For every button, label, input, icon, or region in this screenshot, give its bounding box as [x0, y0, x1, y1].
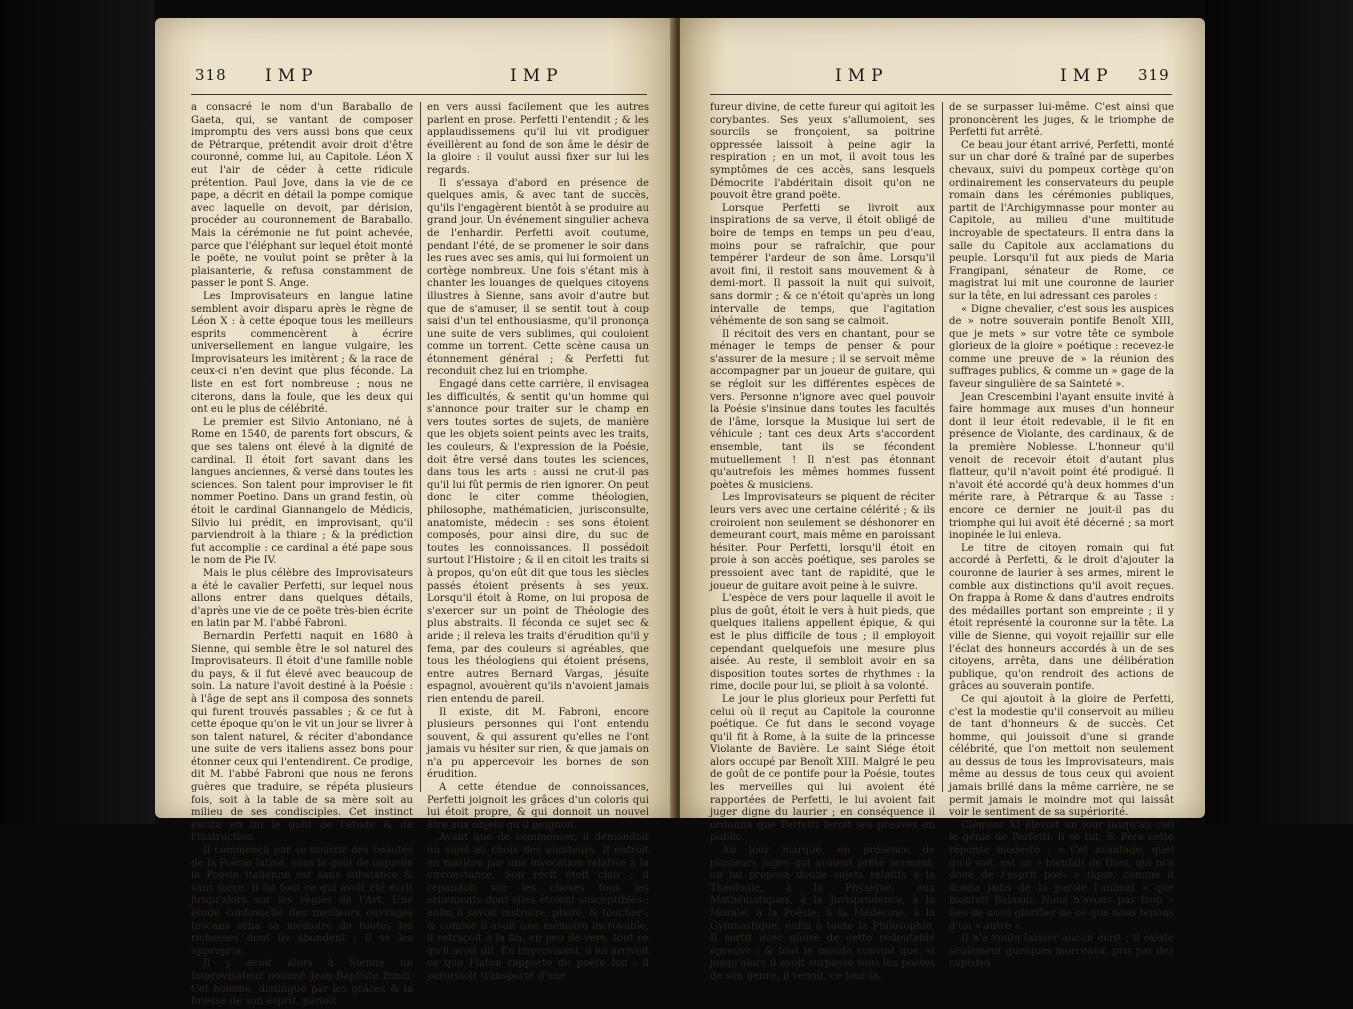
right-header-rule — [710, 94, 1172, 95]
right-page — [680, 18, 1205, 982]
right-column-1 — [710, 102, 935, 982]
left-column-1 — [191, 102, 413, 1008]
paragraph: Avant que de commencer, il demandoit un sujet au choix des auditeurs. Il entroit en matière par une invocation relative à la circonstance. Son récit étoit clair ; il répandoit sur les choses tous les ornements dont elles étoient susceptibles ; enfin il savoit instruire, plaire, & toucher ; & comme il avoit une mémoire incroyable, il retraçoit à la fin, en peu de vers, tout ce qu'il avoit dit. En improvisant, il lui arrivoit ce que Platon rapporte du poëte Ion : il paroissoit transporté d'une — [427, 832, 649, 982]
left-running-head: IMP — [265, 66, 319, 86]
paragraph: Le titre de citoyen romain qui fut accordé à Perfetti, & le droit d'ajouter la couronne de laurier à ses armes, mirent le comble aux distinctions qu'il avoit reçues. On frappa à Rome & dans d'autres endroits des médailles portant son empreinte ; il y étoit représenté la couronne sur la tête. La ville de Sienne, qui voyoit rejaillir sur elle l'éclat des honneurs accordés à un de ses citoyens, arrêta, dans une délibération publique, qu'on rendroit des actions de grâces au souverain pontife. — [949, 542, 1174, 693]
paragraph: Les Improvisateurs en langue latine semblent avoir disparu après le règne de Léon X : à cette époque tous les meilleurs esprits commencèrent à écrire universellement en langue vulgaire, les Improvisateurs les imitèrent ; & la race de ceux-ci n'en devint que plus féconde. La liste en est fort nombreuse ; nous ne citerons, dans la foule, que les deux qui ont eu le plus de célébrité. — [191, 290, 413, 416]
paragraph: L'espèce de vers pour laquelle il avoit le plus de goût, étoit le vers à huit pieds, que quelques italiens appellent épique, & qui est le plus difficile de tous ; il employoit cependant quelquefois une mesure plus aisée. Au reste, il sembloit avoir en sa disposition toutes sortes de rhythmes : la rime, docile pour lui, se plioit à sa volonté. — [710, 593, 935, 693]
paragraph: Il récitoit des vers en chantant, pour se ménager le temps de penser & pour s'assurer de la mesure ; il se servoit même accompagner par un joueur de guitare, qui se régloit sur les différentes espèces de vers. Personne n'ignore avec quel pouvoir la Poésie s'insinue dans toutes les facultés de l'âme, lorsque la Musique lui sert de véhicule ; tant ces deux Arts s'accordent ensemble, tant ils se fécondent mutuellement ! Il n'est pas étonnant qu'autrefois les mêmes hommes fussent poètes & musiciens. — [710, 328, 935, 491]
paragraph: Ce qui ajoutoit à la gloire de Perfetti, c'est la modestie qu'il conservoit au milieu de tant d'honneurs & de succès. Cet homme, qui jouissoit d'une si grande célébrité, que l'on mettoit non seulement au dessus de tous les Improvisateurs, mais même au dessus de tous ceux qui avoient jamais brillé dans la même carrière, ne se permit jamais le moindre mot qui laissât voir le sentiment de sa supériorité. — [949, 693, 1174, 819]
left-page-number: 318 — [195, 66, 227, 84]
right-column-divider — [942, 102, 943, 792]
paragraph: fureur divine, de cette fureur qui agitoit les corybantes. Ses yeux s'allumoient, ses sourcils se fronçoient, sa poitrine oppressée laissoit à peine agir la respiration ; en un mot, il avoit tous les symptômes de ces accès, sans lesquels Démocrite l'abdéritain disoit qu'on ne pouvoit être grand poëte. — [710, 102, 935, 202]
paragraph: Clément XI élevoit un jour jusqu'au ciel le génie de Perfetti. Il se tut, S. Père cette réponse modeste : « Cet avantage, quel qu'il soit, est un » bienfait de Dieu, qui m'a doué de l'esprit poé- » tique, comme il donna jadis de la parole l'animal » que montoit Balaam. Nous n'avons pas trop » lieu de nous glorifier de ce que nous tenons d'un » autre ». — [949, 819, 1174, 932]
left-page-header — [155, 66, 675, 90]
paragraph: Ce beau jour étant arrivé, Perfetti, monté sur un char doré & traîné par de superbes chevaux, suivi du pompeux cortège qu'on ordinairement les conservateurs du peuple romain dans les cérémonies publiques, partit de l'Archigymnasse pour monter au Capitole, au milieu d'une multitude incroyable de spectateurs. Il entra dans la salle du Capitole aux acclamations du peuple. Lorsqu'il fut aux pieds de Maria Frangipani, sénateur de Rome, ce magistrat lui mit une couronne de laurier sur la tête, en lui adressant ces paroles : — [949, 139, 1174, 302]
right-column-2 — [949, 102, 1174, 970]
paragraph: Bernardin Perfetti naquit en 1680 à Sienne, qui semble être le sol naturel des Improvisateurs. Il étoit d'une famille noble du pays, & il fut élevé avec beaucoup de soin. La nature l'avoit destiné à la Poésie : à l'âge de sept ans il composa des sonnets qui furent trouvés passables ; & ce fut à cette époque qu'on le vit un jour se livrer à son talent naturel, & réciter d'abondance une suite de vers italiens assez bons pour étonner ceux qui l'entendirent. Ce prodige, dit M. l'abbé Fabroni que nous ne ferons guères que traduire, se répéta plusieurs fois, soit à la table de sa mère soit au milieu de ses condisciples. Cet instinct excita en lui le goût de l'étude & de l'instruction. — [191, 630, 413, 844]
left-column-divider — [420, 102, 421, 792]
paragraph: Lorsque Perfetti se livroit aux inspirations de sa verve, il étoit obligé de boire de temps en temps un peu d'eau, moins pour se rafraîchir, que pour tempérer l'ardeur de son âme. Lorsqu'il avoit fini, il restoit sans mouvement & à demi-mort. Il passoit la nuit qui suivoit, sans dormir ; & ce n'étoit qu'après un long intervalle de temps, que l'agitation véhémente de son sang se calmoit. — [710, 202, 935, 328]
paragraph: Il s'essaya d'abord en présence de quelques amis, & avec tant de succès, qu'ils l'engagèrent bientôt à se produire au grand jour. Un événement singulier acheva de l'enhardir. Perfetti avoit coutume, pendant l'été, de se promener le soir dans les rues avec ses amis, qui lui formoient un cortège nombreux. Une fois s'étant mis à chanter les louanges de quelques citoyens illustres à Sienne, sans avoir d'autre but que de s'amuser, il se sentit tout à coup saisi d'un tel enthousiasme, qu'il prononça une suite de vers sublimes, qui couloient comme un torrent. Cette scène causa un étonnement général ; & Perfetti fut reconduit chez lui en triomphe. — [427, 177, 649, 378]
right-running-head: IMP — [835, 66, 889, 86]
left-column-head: IMP — [510, 66, 564, 86]
paragraph: Jean Crescembini l'ayant ensuite invité à faire hommage aux muses d'un honneur dont il leur étoit redevable, il le fit en présence de Violante, des cardinaux, & de la première Noblesse. L'honneur qu'il venoit de recevoir étoit d'autant plus flatteur, qu'il n'avoit point été prodigué. Il n'avoit été accordé qu'à deux hommes d'un mérite rare, à Pétrarque & au Tasse : encore ce dernier ne jouit-il pas du triomphe qui lui avoit été décerné ; sa mort inopinée le lui enleva. — [949, 391, 1174, 542]
left-column-2 — [427, 102, 649, 982]
paragraph: de se surpasser lui-même. C'est ainsi que prononcèrent les juges, & le triomphe de Perfetti fut arrêté. — [949, 102, 1174, 139]
right-column-head: IMP — [1060, 66, 1114, 86]
paragraph: Le jour le plus glorieux pour Perfetti fut celui où il reçut au Capitole la couronne poétique. Ce fut dans le second voyage qu'il fit à Rome, à la suite de la princesse Violante de Bavière. Le saint Siége étoit alors occupé par Benoît XIII. Malgré le peu de goût de ce pontife pour la Poésie, toutes les merveilles qui lui avoient été rapportées de Perfetti, le lui avoient fait juger digne du laurier ; en conséquence il ordonna que Perfetti feroit ses preuves en public. — [710, 693, 935, 844]
right-page-header — [680, 66, 1205, 90]
paragraph: Au jour marqué, en présence de plusieurs juges qui avoient prêté serment, on lui proposa douze sujets relatifs à la Théologie, à la Physique, aux Mathématiques, à la Jurisprudence, à la Morale, à la Poésie, à la Médecine, à la Gymnastique, enfin à toute la Philosophie. Il sortit avec gloire de cette redoutable épreuve ; & tout le monde convint que, si jusqu'alors il avoit surpassé tous les poètes de son genre, il venoit, ce jour-là, — [710, 845, 935, 982]
paragraph: Il y avoit alors à Sienne un Improvisateur nommé Jean-Baptiste Bindi. Cet homme, distingué par les grâces & la finesse de son esprit, parloit — [191, 958, 413, 1008]
paragraph: Engagé dans cette carrière, il envisagea les difficultés, & sentit qu'un homme qui s'annonce pour traiter sur le champ en vers toutes sortes de sujets, de manière que les objets soient peints avec les traits, les couleurs, & l'expression de la Poésie, doit être versé dans toutes les sciences, dans tous les arts : aussi ne crut-il pas qu'il lui fût permis de rien ignorer. On peut donc le citer comme théologien, philosophe, mathématicien, jurisconsulte, anatomiste, médecin : ses sons étoient composés, pour ainsi dire, du suc de toutes les connoissances. Il possédoit surtout l'Histoire ; & il en citoit les traits si à propos, qu'on eût dit que tous les siècles passés étoient présents à ses yeux. Lorsqu'il étoit à Rome, on lui proposa de s'exercer sur un point de Théologie des plus abstraits. Il féconda ce sujet sec & aride ; il releva les traits d'érudition qu'il y fema, par des couleurs si agréables, que tous les théologiens qui étoient présens, entre autres Bernard Vargas, jésuite espagnol, avouèrent qu'ils n'avoient jamais rien entendu de pareil. — [427, 379, 649, 705]
paragraph: Il existe, dit M. Fabroni, encore plusieurs personnes qui l'ont entendu souvent, & qui assurent qu'elles ne l'ont jamais vu hésiter sur rien, & que jamais on n'a pu appercevoir les bornes de son érudition. — [427, 706, 649, 781]
left-dark-margin — [0, 0, 155, 824]
left-header-rule — [191, 94, 647, 95]
left-page — [155, 18, 675, 1008]
paragraph: A cette étendue de connoissances, Perfetti joignoit les grâces d'un coloris qui lui étoit propre, & qui donnoit un nouvel être aux objets qu'il peignoit. — [427, 782, 649, 831]
paragraph: Mais le plus célèbre des Improvisateurs a été le cavalier Perfetti, sur lequel nous allons entrer dans quelques détails, d'après une vie de ce poëte très-bien écrite en latin par M. l'abbé Fabroni. — [191, 567, 413, 630]
right-dark-margin — [1205, 0, 1353, 824]
right-page-number: 319 — [1138, 66, 1170, 84]
paragraph: Le premier est Silvio Antoniano, né à Rome en 1540, de parents fort obscurs, & que ses talens ont élevé à la dignité de cardinal. Il étoit fort savant dans les langues anciennes, & versé dans toutes les sciences. Son talent pour improviser le fit nommer Poetino. Dans un grand festin, où étoit le cardinal Giannangelo de Médicis, Silvio lui prédit, en improvisant, qu'il parviendroit à la thiare ; & la prédiction fut accomplie : ce cardinal a été pape sous le nom de Pie IV. — [191, 416, 413, 567]
paragraph: Il n'a voulu laisser aucun écrit ; il existe seulement quelques morceaux, pris par des copistes — [949, 933, 1174, 970]
book-spread — [155, 18, 1205, 1008]
paragraph: Les Improvisateurs se piquent de réciter leurs vers avec une certaine célérité ; & ils croiroient non seulement se déshonorer en demeurant court, mais même en paroissant hésiter. Pour Perfetti, lorsqu'il étoit en proie à son accès poétique, ses paroles se pressoient avec tant de rapidité, que le joueur de guitare avoit peine à le suivre. — [710, 492, 935, 592]
paragraph: en vers aussi facilement que les autres parlent en prose. Perfetti l'entendit ; & les applaudissemens qu'il lui vit prodiguer éveillèrent au fond de son âme le désir de la gloire : il voulut aussi fixer sur lui les regards. — [427, 102, 649, 176]
paragraph: Il commença par se nourrir des beautés de la Poésie latine, sans le goût de laquelle la Poésie italienne est sans substance & sans force. Il lut tout ce qui avoit été écrit jusqu'alors sur les règles de l'Art. Une étude continuelle des meilleurs ouvrages toscans orna sa mémoire de toutes les richesses dont ils abondent ; il se les appropria. — [191, 845, 413, 957]
paragraph: « Digne chevalier, c'est sous les auspices de » notre souverain pontife Benoît XIII, que je mets » sur votre tête ce symbole glorieux de la gloire » poétique : recevez-le comme une preuve de » la réunion des suffrages publics, & comme un » gage de la faveur singulière de sa Sainteté ». — [949, 303, 1174, 391]
paragraph: a consacré le nom d'un Baraballo de Gaeta, qui, se vantant de composer impromptu des vers aussi bons que ceux de Pétrarque, prétendit avoir droit d'être couronné, comme lui, au Capitole. Léon X eut l'air de céder à cette ridicule prétention. Paul Jove, dans la vie de ce pape, a décrit en détail la pompe comique avec laquelle on devoit, par dérision, procéder au couronnement de Baraballo. Mais la cérémonie ne fut point achevée, parce que l'éléphant sur lequel étoit monté le poëte, ne voulut point se prêter à la plaisanterie, & refusa constamment de passer le pont S. Ange. — [191, 102, 413, 290]
